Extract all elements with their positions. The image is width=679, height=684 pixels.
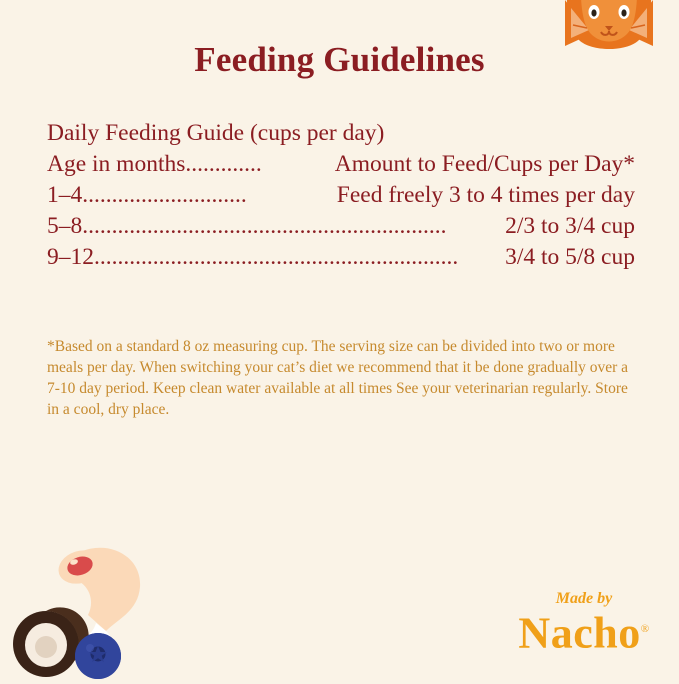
brand-name [518, 608, 650, 658]
table-row [47, 242, 635, 273]
table-row [47, 180, 635, 211]
guide-header-label: Age in months [47, 151, 186, 177]
row-age-label: 5–8 [47, 213, 83, 239]
brand-logo [509, 590, 659, 658]
brand-name-text: Nacho [518, 609, 641, 658]
row-amount-value: Feed freely 3 to 4 times per day [336, 182, 635, 208]
registered-mark: ® [640, 623, 650, 636]
blueberry-icon [75, 633, 121, 679]
guide-header-value: Amount to Feed/Cups per Day* [334, 151, 635, 177]
page-title: Feeding Guidelines [194, 40, 485, 79]
table-row [47, 211, 635, 242]
feeding-guide-table [47, 118, 635, 273]
row-dots: .............................................................. [82, 213, 447, 239]
row-dots: ............................ [82, 182, 247, 208]
row-amount-value: 2/3 to 3/4 cup [505, 213, 635, 239]
brand-made-by: Made by [555, 590, 613, 608]
food-illustration [6, 519, 226, 679]
coconut-icon [13, 607, 89, 677]
guide-header-row [47, 149, 635, 180]
guide-heading: Daily Feeding Guide (cups per day) [47, 120, 385, 146]
row-dots: .............................................................. [94, 244, 459, 270]
guide-header-dots: ............. [185, 151, 262, 177]
row-age-label: 9–12 [47, 244, 94, 270]
row-age-label: 1–4 [47, 182, 83, 208]
footnote-text: *Based on a standard 8 oz measuring cup. The serving size can be divided into two or more meals per day. When switching your cat’s diet we recommend that it be done gradually over a 7-10 day period. Keep clean water available at all times See your veterinarian regularly. Store in a cool, dry place. [47, 338, 629, 418]
row-amount-value: 3/4 to 5/8 cup [505, 244, 635, 270]
